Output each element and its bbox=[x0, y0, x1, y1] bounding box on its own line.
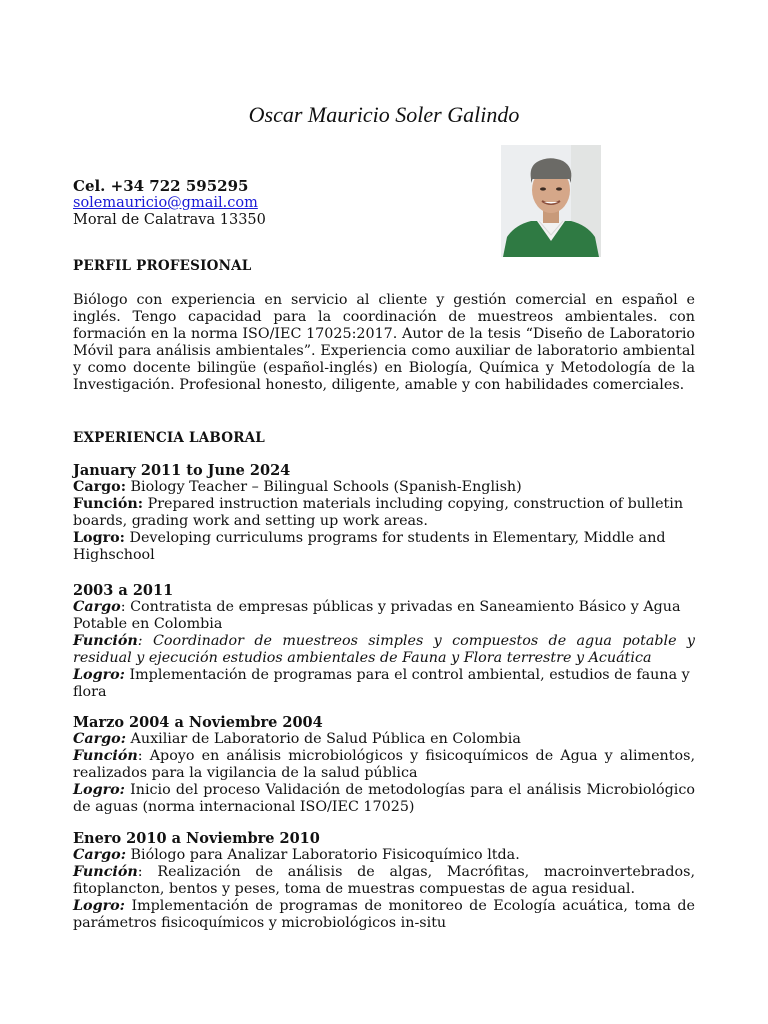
funcion-text: : Apoyo en análisis microbiológicos y fisicoquímicos de Agua y alimentos, realizados para la vigilancia de la salud pública bbox=[73, 748, 695, 781]
phone-number: Cel. +34 722 595295 bbox=[73, 177, 249, 195]
cargo-label: Cargo: bbox=[73, 847, 126, 863]
profile-text: Biólogo con experiencia en servicio al cliente y gestión comercial en español e inglés. Tengo capacidad para la coordinación de muestreos ambientales. con formación en la norma ISO/IEC 17025:2017. Autor de la tesis “Diseño de Laboratorio Móvil para análisis ambientales”. Experiencia como auxiliar de laboratorio ambiental y como docente bilingüe (español-inglés) en Biología, Química y Metodología de la Investigación. Profesional honesto, diligente, amable y con habilidades comerciales. bbox=[73, 292, 695, 393]
profile-photo bbox=[501, 145, 601, 257]
cargo-text: Auxiliar de Laboratorio de Salud Pública en Colombia bbox=[126, 731, 521, 747]
cargo-label: Cargo bbox=[73, 599, 121, 615]
job-entry bbox=[73, 714, 695, 816]
job-entry bbox=[73, 462, 695, 564]
logro-label: Logro: bbox=[73, 898, 125, 914]
logro-label: Logro: bbox=[73, 782, 125, 798]
funcion-label: Función bbox=[73, 864, 138, 880]
job-period: Enero 2010 a Noviembre 2010 bbox=[73, 830, 320, 847]
cargo-text: Biology Teacher – Bilingual Schools (Spanish-English) bbox=[126, 479, 522, 495]
logro-text: Implementación de programas de monitoreo de Ecología acuática, toma de parámetros fisicoquímicos y microbiológicos in-situ bbox=[73, 898, 695, 931]
cargo-label: Cargo: bbox=[73, 731, 126, 747]
funcion-label: Función bbox=[73, 748, 138, 764]
logro-label: Logro: bbox=[73, 530, 125, 546]
funcion-text: : Realización de análisis de algas, Macrófitas, macroinvertebrados, fitoplancton, bentos y peses, toma de muestras compuestas de agua residual. bbox=[73, 864, 695, 897]
job-entry bbox=[73, 830, 695, 932]
job-period: Marzo 2004 a Noviembre 2004 bbox=[73, 714, 323, 731]
funcion-text: : Coordinador de muestreos simples y compuestos de agua potable y residual y ejecución estudios ambientales de Fauna y Flora terrestre y Acuática bbox=[73, 633, 695, 666]
candidate-name: Oscar Mauricio Soler Galindo bbox=[248, 102, 520, 127]
funcion-label: Función: bbox=[73, 496, 144, 512]
job-period: January 2011 to June 2024 bbox=[73, 462, 291, 479]
logro-text: Developing curriculums programs for students in Elementary, Middle and Highschool bbox=[73, 530, 666, 563]
job-period: 2003 a 2011 bbox=[73, 582, 174, 599]
logro-text: Inicio del proceso Validación de metodologías para el análisis Microbiológico de aguas (norma internacional ISO/IEC 17025) bbox=[73, 782, 695, 815]
cargo-text: Biólogo para Analizar Laboratorio Fisicoquímico ltda. bbox=[126, 847, 520, 863]
experience-heading: EXPERIENCIA LABORAL bbox=[73, 430, 265, 446]
cargo-label: Cargo: bbox=[73, 479, 126, 495]
job-entry bbox=[73, 582, 695, 701]
funcion-text: Prepared instruction materials including copying, construction of bulletin boards, grading work and setting up work areas. bbox=[73, 496, 684, 529]
email-link[interactable]: solemauricio@gmail.com bbox=[73, 195, 258, 211]
cargo-text: : Contratista de empresas públicas y privadas en Saneamiento Básico y Agua Potable en Colombia bbox=[73, 599, 681, 632]
portrait-image bbox=[501, 145, 601, 257]
profile-heading: PERFIL PROFESIONAL bbox=[73, 258, 252, 274]
logro-label: Logro: bbox=[73, 667, 125, 683]
address: Moral de Calatrava 13350 bbox=[73, 212, 266, 228]
contact-block bbox=[73, 178, 266, 229]
logro-text: Implementación de programas para el control ambiental, estudios de fauna y flora bbox=[73, 667, 690, 700]
funcion-label: Función bbox=[73, 633, 138, 649]
